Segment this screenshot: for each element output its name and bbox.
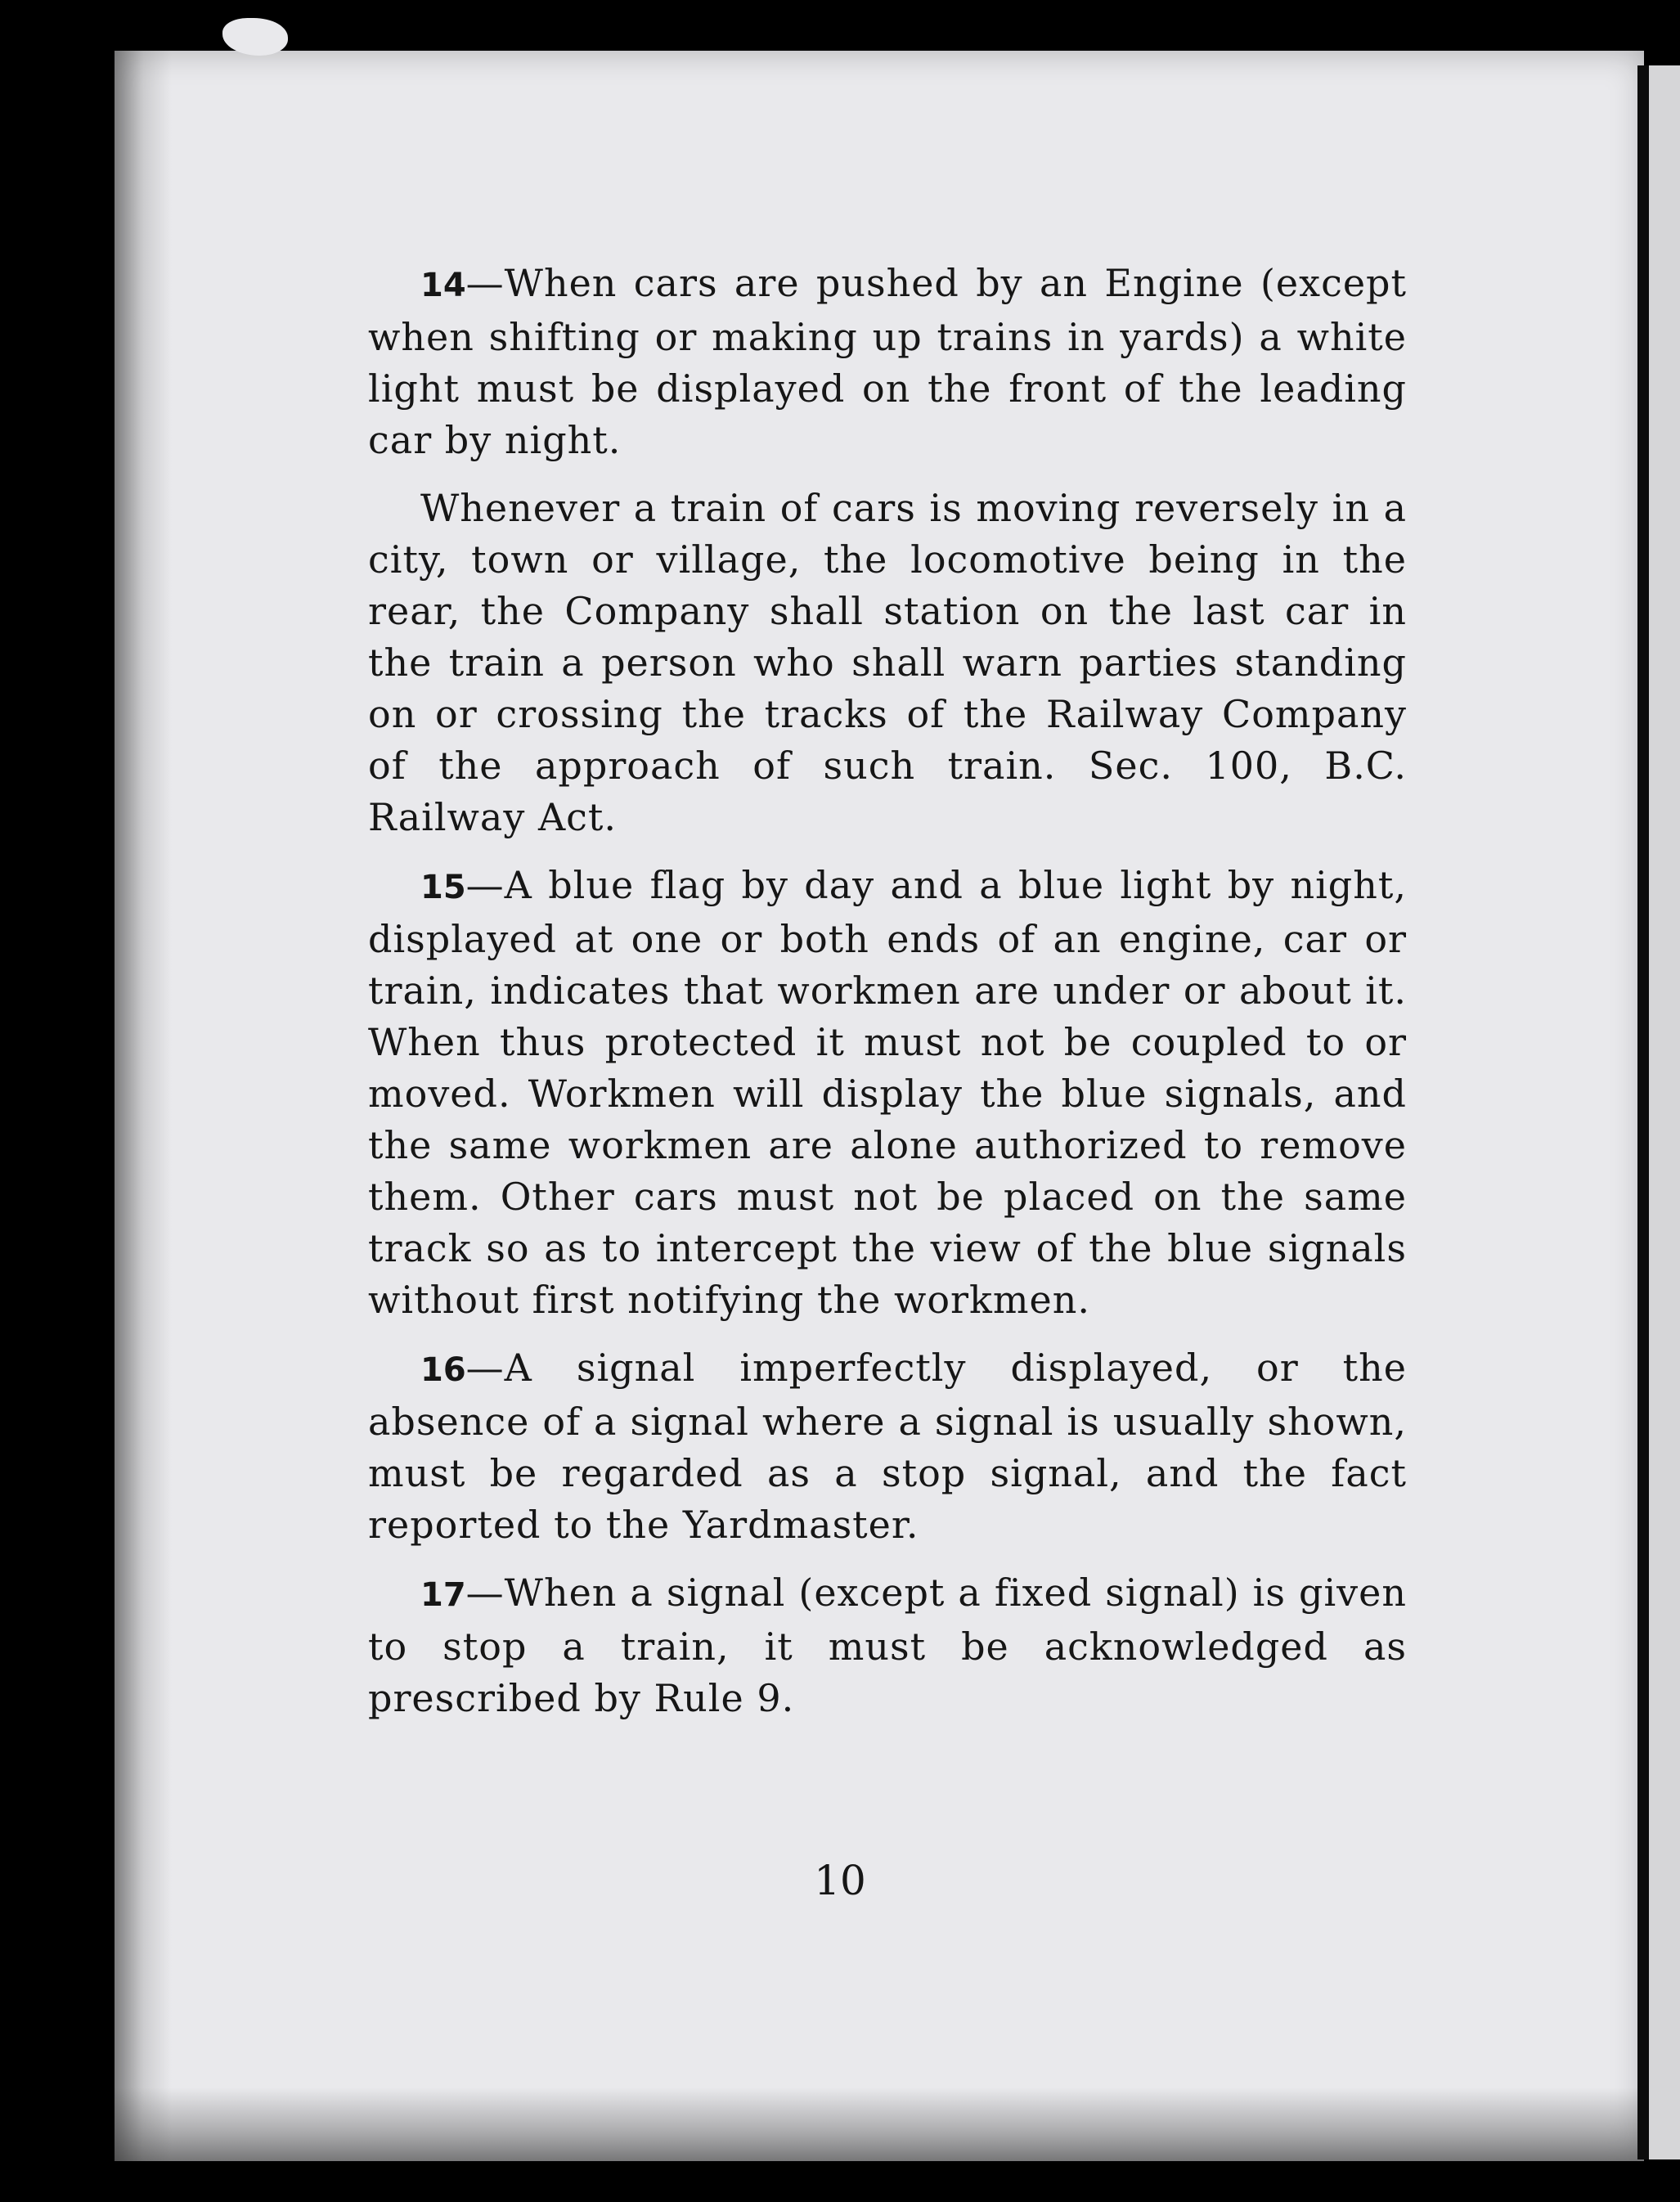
rule-17	[368, 1567, 1407, 1724]
rule-14-continuation: Whenever a train of cars is moving reversely in a city, town or village, the locomotive being in the rear, the Company shall station on the last car in the train a person who shall warn parties standing on or crossing the tracks of the Railway Company of the approach of such train. Sec. 100, B.C. Railway Act.	[368, 486, 1407, 839]
page-gutter-shadow	[1637, 65, 1649, 2159]
rule-15-number: 15	[420, 869, 466, 906]
rule-15	[368, 860, 1407, 1326]
rule-16	[368, 1342, 1407, 1551]
rule-14-text: —When cars are pushed by an Engine (except when shifting or making up trains in yards) a white light must be displayed on the front of the leading car by night.	[368, 261, 1407, 462]
rule-16-text: —A signal imperfectly displayed, or the absence of a signal where a signal is usually shown, must be regarded as a stop signal, and the fact reported to the Yardmaster.	[368, 1346, 1407, 1547]
rule-14-number: 14	[420, 267, 466, 304]
rule-17-number: 17	[420, 1576, 466, 1614]
rule-17-text: —When a signal (except a fixed signal) is given to stop a train, it must be acknowledged as prescribed by Rule 9.	[368, 1571, 1407, 1720]
next-page-edge	[1649, 65, 1680, 2159]
rule-14	[368, 258, 1407, 466]
page-number: 10	[814, 1857, 866, 1904]
rule-15-text: —A blue flag by day and a blue light by night, displayed at one or both ends of an engine, car or train, indicates that workmen are under or about it. When thus protected it must not be coupled to or moved. Workmen will display the blue signals, and the same workmen are alone authorized to remove them. Other cars must not be placed on the same track so as to intercept the view of the blue signals without first notifying the workmen.	[368, 863, 1407, 1322]
rule-16-number: 16	[420, 1351, 466, 1389]
page-body	[368, 258, 1407, 1741]
